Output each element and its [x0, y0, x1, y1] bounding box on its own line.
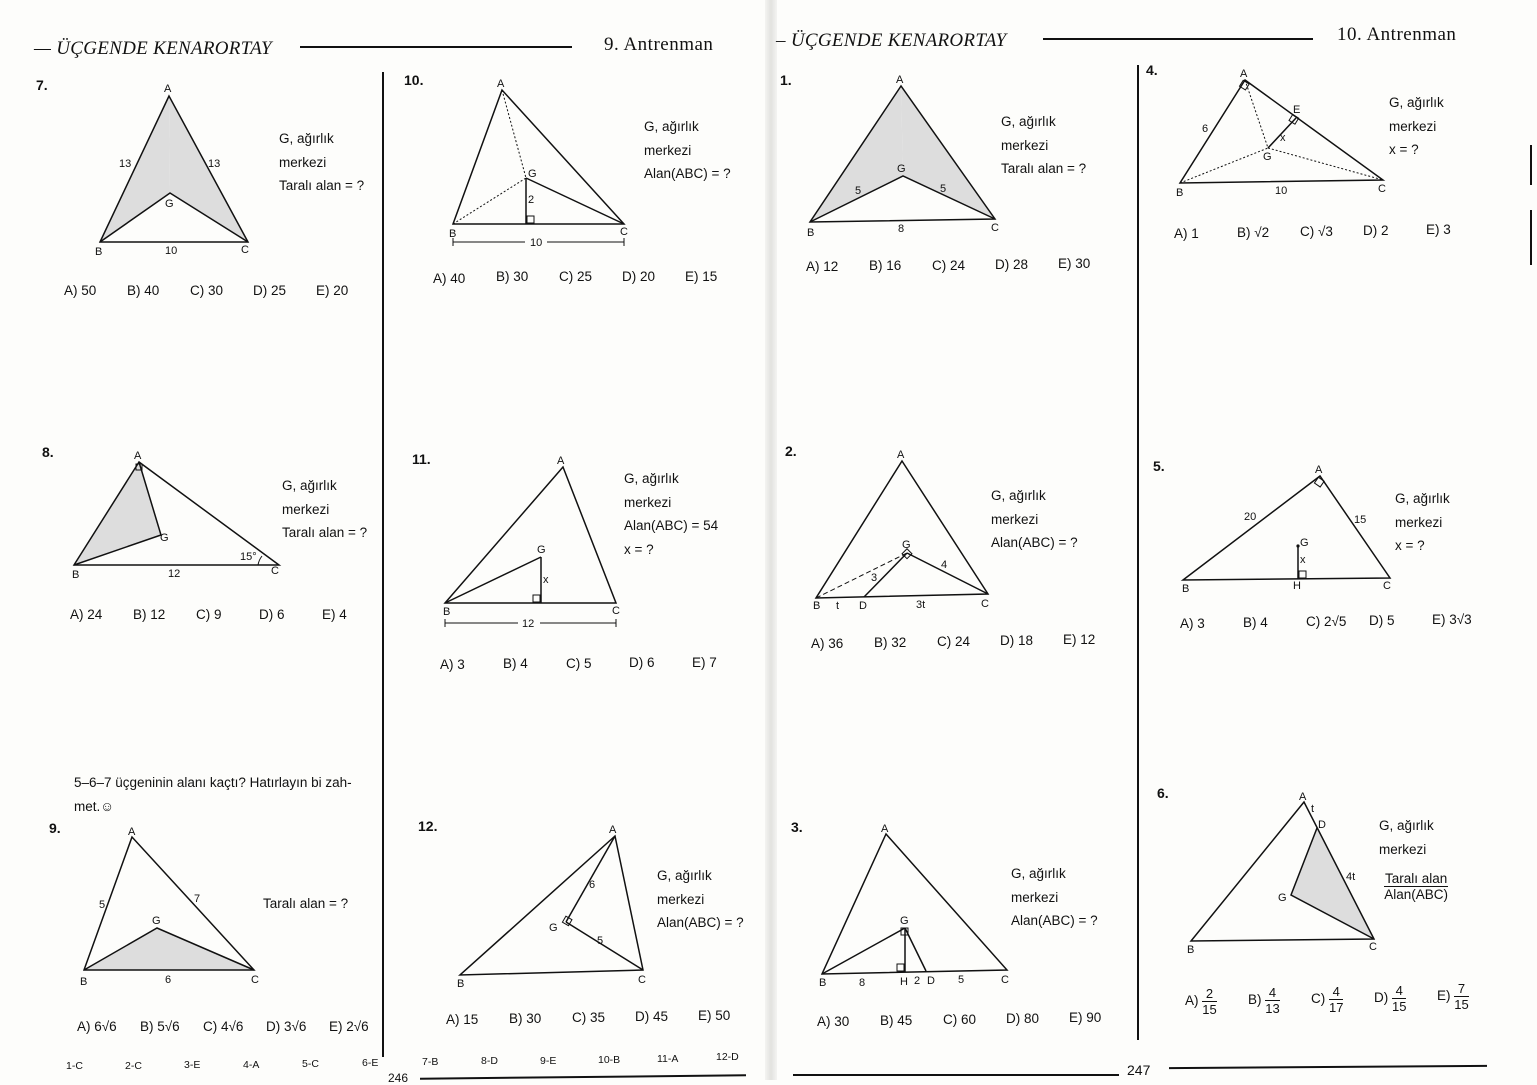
answer-key-item: 1-C: [66, 1060, 83, 1072]
vertex-c: C: [271, 565, 279, 577]
vertex-c: C: [991, 222, 999, 234]
edge-mark: [1530, 145, 1532, 185]
x-label: x: [1280, 132, 1286, 144]
vertex-c: C: [1001, 974, 1009, 986]
answer-option: B) 16: [869, 258, 902, 273]
vertex-a: A: [881, 823, 889, 835]
answer-option: D) 45: [635, 1009, 669, 1024]
vertex-a: A: [609, 824, 617, 836]
left-header-title: — ÜÇGENDE KENARORTAY: [34, 38, 272, 59]
segment-label: 4t: [1346, 871, 1356, 883]
point-e: E: [1293, 104, 1301, 116]
answer-option: A) 15: [446, 1012, 479, 1027]
answer-option: C) 24: [932, 258, 966, 273]
vertex-b: B: [807, 227, 815, 239]
right-column-divider: [1137, 65, 1139, 1040]
answer-option: B) 12: [133, 607, 166, 622]
left-header-label: 9. Antrenman: [604, 34, 714, 55]
answer-option: A) 12: [806, 259, 839, 274]
answer-key-item: 7-B: [422, 1056, 439, 1068]
answer-option: E) 3: [1426, 222, 1451, 237]
left-column-divider: [382, 72, 384, 1057]
vertex-c: C: [612, 605, 620, 617]
angle-label: 15°: [240, 551, 257, 563]
vertex-b: B: [457, 978, 465, 990]
vertex-c: C: [620, 226, 628, 238]
right-header-label: 10. Antrenman: [1337, 24, 1457, 45]
page-number: 246: [388, 1071, 409, 1085]
answer-key-item: 6-E: [362, 1057, 379, 1069]
answer-key-item: 2-C: [125, 1060, 142, 1072]
answer-option: A) 36: [811, 636, 844, 651]
side-label: 5: [940, 183, 947, 195]
base-label: 6: [165, 974, 172, 986]
answer-option: C) 5: [566, 656, 592, 671]
answer-option: A) 3: [1180, 616, 1205, 631]
question-number: 9.: [49, 820, 61, 836]
answer-key-item: 11-A: [657, 1053, 679, 1065]
vertex-g: G: [549, 922, 558, 934]
vertex-g: G: [160, 532, 169, 544]
base-label: 12: [522, 618, 535, 630]
vertex-b: B: [443, 606, 451, 618]
vertex-g: G: [537, 544, 546, 556]
answer-option: B) 30: [496, 269, 529, 284]
vertex-g: G: [1300, 537, 1309, 549]
point-d: D: [1318, 819, 1326, 831]
vertex-a: A: [896, 74, 904, 86]
answer-option: C) 2√5: [1306, 614, 1347, 629]
segment-label: 2: [914, 975, 921, 987]
vertex-a: A: [164, 83, 172, 95]
answer-option: B) √2: [1237, 225, 1270, 240]
vertex-b: B: [80, 976, 88, 988]
edge-mark: [1530, 210, 1532, 265]
answer-option: E) 2√6: [329, 1019, 369, 1034]
right-header-rule: [1043, 38, 1313, 40]
answer-key-item: 10-B: [598, 1054, 621, 1066]
base-label: 10: [165, 245, 178, 257]
answer-option: C) $\frac{4}{17}$: [1311, 984, 1344, 1015]
side-label: 13: [208, 158, 221, 170]
question-text: G, ağırlık merkezi: [1379, 818, 1434, 857]
answer-key-item: 9-E: [540, 1055, 557, 1067]
answer-option: B) 30: [509, 1011, 542, 1026]
answer-option: E) 12: [1063, 632, 1096, 647]
answer-option: D) 25: [253, 283, 287, 298]
answer-option: D) 3√6: [266, 1019, 307, 1034]
book-spine: [765, 0, 777, 1080]
side-label: 20: [1244, 511, 1257, 523]
answer-option: A) 50: [64, 283, 97, 298]
question-number: 4.: [1146, 62, 1158, 78]
vertex-g: G: [1263, 151, 1272, 163]
side-label: 7: [194, 893, 201, 905]
question-text: G, ağırlık merkezi Alan(ABC) = ?: [657, 868, 744, 930]
answer-option: B) 32: [874, 635, 907, 650]
answer-option: C) 30: [190, 283, 224, 298]
x-label: x: [1300, 554, 1306, 566]
answer-option: D) $\frac{4}{15}$: [1374, 983, 1407, 1014]
vertex-a: A: [897, 449, 905, 461]
answer-option: A) 24: [70, 607, 103, 622]
answer-option: E) 4: [322, 607, 347, 622]
segment-label: 5: [958, 974, 965, 986]
vertex-c: C: [981, 598, 989, 610]
answer-option: C) √3: [1300, 224, 1333, 239]
question-text: G, ağırlık merkezi Alan(ABC) = ?: [644, 119, 731, 181]
question-text: G, ağırlık merkezi Taralı alan = ?: [282, 478, 368, 540]
vertex-a: A: [128, 826, 136, 838]
vertex-c: C: [241, 244, 249, 256]
page-number: 247: [1127, 1062, 1151, 1078]
vertex-b: B: [813, 600, 821, 612]
vertex-b: B: [1182, 583, 1190, 595]
answer-option: C) 25: [559, 269, 593, 284]
answer-option: E) 7: [692, 655, 717, 670]
answer-option: A) 40: [433, 271, 466, 286]
question-number: 6.: [1157, 785, 1169, 801]
answer-option: A) 1: [1174, 226, 1199, 241]
answer-key-item: 3-E: [184, 1059, 201, 1071]
answer-option: B) 40: [127, 283, 160, 298]
question-text: G, ağırlık merkezi Taralı alan = ?: [1001, 114, 1087, 176]
answer-option: A) 6√6: [77, 1019, 117, 1034]
answer-option: D) 80: [1006, 1011, 1040, 1026]
answer-option: D) 6: [629, 655, 655, 670]
vertex-a: A: [497, 78, 505, 90]
vertex-b: B: [449, 228, 457, 240]
right-footer-rule: [1169, 1065, 1487, 1069]
answer-option: B) $\frac{4}{13}$: [1248, 985, 1280, 1016]
answer-option: D) 6: [259, 607, 285, 622]
vertex-g: G: [1278, 892, 1287, 904]
base-label: 12: [168, 568, 181, 580]
side-label: 5: [597, 935, 604, 947]
side-label: 6: [589, 879, 596, 891]
vertex-b: B: [95, 246, 103, 258]
segment-label: 3: [871, 572, 878, 584]
question-intro: 5–6–7 üçgeninin alanı kaçtı? Hatırlayın bi zah- met.☺: [74, 775, 352, 814]
vertex-c: C: [638, 974, 646, 986]
vertex-g: G: [528, 168, 537, 180]
side-label: 5: [855, 185, 862, 197]
vertex-g: G: [897, 163, 906, 175]
question-text: G, ağırlık merkezi x = ?: [1389, 95, 1444, 157]
vertex-a: A: [134, 450, 142, 462]
vertex-g: G: [152, 915, 161, 927]
vertex-g: G: [902, 539, 911, 551]
question-number: 11.: [412, 451, 431, 467]
point-d: D: [927, 975, 935, 987]
segment-label: 8: [859, 977, 866, 989]
vertex-b: B: [1176, 187, 1184, 199]
side-label: 5: [99, 899, 106, 911]
answer-option: D) 5: [1369, 613, 1395, 628]
answer-option: E) 15: [685, 269, 718, 284]
answer-option: A) $\frac{2}{15}$: [1185, 986, 1217, 1017]
point-h: H: [900, 976, 908, 988]
side-label: 6: [1202, 123, 1209, 135]
segment-label: 3t: [916, 599, 926, 611]
height-label: 2: [528, 194, 535, 206]
question-number: 5.: [1153, 458, 1165, 474]
vertex-b: B: [72, 569, 80, 581]
vertex-b: B: [1187, 944, 1195, 956]
answer-option: B) 5√6: [140, 1019, 180, 1034]
side-label: 13: [119, 158, 132, 170]
base-label: 10: [530, 237, 543, 249]
question-text: G, ağırlık merkezi Alan(ABC) = ?: [991, 488, 1078, 550]
question-text: Taralı alan = ?: [263, 896, 349, 911]
vertex-c: C: [1369, 941, 1377, 953]
vertex-b: B: [819, 977, 827, 989]
answer-option: E) 30: [1058, 256, 1091, 271]
x-label: x: [543, 574, 549, 586]
left-footer-rule: [420, 1074, 746, 1079]
question-number: 2.: [785, 443, 797, 459]
answer-option: D) 2: [1363, 223, 1389, 238]
question-text: G, ağırlık merkezi Taralı alan = ?: [279, 131, 365, 193]
ratio-label: Taralı alan Alan(ABC): [1384, 871, 1449, 902]
answer-option: B) 4: [503, 656, 528, 671]
answer-option: B) 45: [880, 1013, 913, 1028]
base-label: 10: [1275, 185, 1288, 197]
vertex-c: C: [251, 974, 259, 986]
answer-option: C) 35: [572, 1010, 606, 1025]
left-header-rule: [300, 46, 572, 48]
answer-option: E) 3√3: [1432, 612, 1472, 627]
vertex-a: A: [1299, 791, 1307, 803]
right-header-title: – ÜÇGENDE KENARORTAY: [776, 30, 1007, 51]
answer-option: B) 4: [1243, 615, 1268, 630]
question-number: 1.: [780, 72, 792, 88]
answer-key-item: 12-D: [716, 1051, 739, 1063]
answer-option: E) 20: [316, 283, 349, 298]
side-label: 15: [1354, 514, 1367, 526]
answer-option: A) 3: [440, 657, 465, 672]
vertex-a: A: [1315, 464, 1323, 476]
vertex-a: A: [557, 455, 565, 467]
base-label: 8: [898, 223, 905, 235]
point-d: D: [859, 600, 867, 612]
vertex-a: A: [1240, 68, 1248, 80]
question-number: 8.: [42, 444, 54, 460]
vertex-g: G: [900, 915, 909, 927]
answer-option: C) 9: [196, 607, 222, 622]
answer-key-item: 8-D: [481, 1055, 498, 1067]
segment-label: 4: [941, 559, 948, 571]
answer-option: A) 30: [817, 1014, 850, 1029]
answer-option: C) 60: [943, 1012, 977, 1027]
question-number: 10.: [404, 72, 424, 88]
answer-option: E) $\frac{7}{15}$: [1437, 981, 1469, 1012]
answer-option: E) 50: [698, 1008, 731, 1023]
answer-option: D) 20: [622, 269, 656, 284]
segment-label: t: [836, 600, 840, 612]
answer-option: C) 4√6: [203, 1019, 244, 1034]
vertex-c: C: [1383, 580, 1391, 592]
answer-option: E) 90: [1069, 1010, 1102, 1025]
answer-option: C) 24: [937, 634, 971, 649]
vertex-c: C: [1378, 183, 1386, 195]
point-h: H: [1293, 580, 1301, 592]
question-number: 7.: [36, 77, 48, 93]
vertex-g: G: [165, 198, 174, 210]
answer-option: D) 28: [995, 257, 1029, 272]
question-number: 3.: [791, 819, 803, 835]
question-text: G, ağırlık merkezi Alan(ABC) = ?: [1011, 866, 1098, 928]
answer-key-item: 5-C: [302, 1058, 319, 1070]
right-footer-rule: [793, 1074, 1119, 1076]
segment-label: t: [1311, 803, 1315, 815]
question-number: 12.: [418, 818, 438, 834]
answer-option: D) 18: [1000, 633, 1034, 648]
answer-key-item: 4-A: [243, 1059, 260, 1071]
question-text: G, ağırlık merkezi x = ?: [1395, 491, 1450, 553]
question-text: G, ağırlık merkezi Alan(ABC) = 54 x = ?: [624, 471, 719, 557]
